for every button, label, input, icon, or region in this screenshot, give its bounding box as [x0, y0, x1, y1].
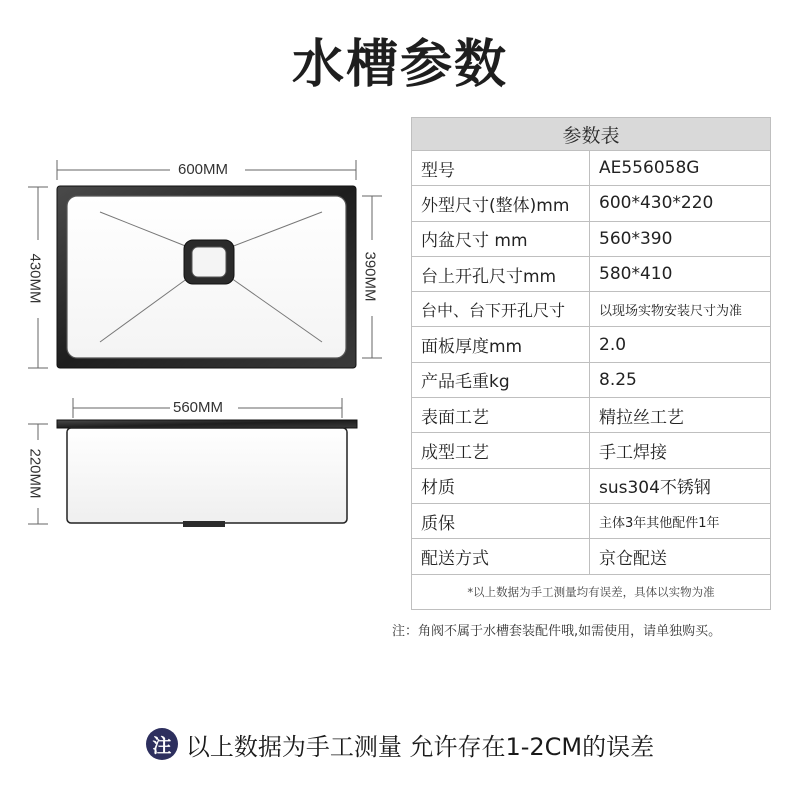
- table-row: [412, 504, 770, 539]
- label-430mm: 430MM: [27, 250, 44, 306]
- spec-table-header: 参数表: [412, 118, 770, 151]
- spec-value: 2.0: [599, 334, 627, 355]
- table-row: [412, 292, 770, 327]
- table-row: [412, 539, 770, 574]
- table-row: [412, 433, 770, 468]
- spec-value: 主体3年其他配件1年: [599, 515, 720, 531]
- spec-key: 面板厚度mm: [412, 327, 590, 361]
- spec-key: 内盆尺寸 mm: [412, 222, 590, 256]
- table-row: [412, 327, 770, 362]
- spec-value: sus304不锈钢: [599, 478, 711, 499]
- spec-key: 台中、台下开孔尺寸: [412, 292, 590, 326]
- spec-key: 配送方式: [412, 539, 590, 573]
- spec-table: [411, 117, 771, 610]
- table-row: [412, 398, 770, 433]
- spec-value: 8.25: [599, 369, 637, 390]
- spec-key: 材质: [412, 469, 590, 503]
- table-row: [412, 151, 770, 186]
- spec-key: 成型工艺: [412, 433, 590, 467]
- page-title: 水槽参数: [291, 35, 508, 95]
- spec-key: 外型尺寸(整体)mm: [412, 186, 590, 220]
- spec-table-footer: *以上数据为手工测量均有误差，具体以实物为准: [467, 584, 715, 599]
- label-220mm: 220MM: [27, 445, 44, 501]
- table-row: [412, 222, 770, 257]
- sink-side-flange: [57, 420, 357, 428]
- measurement-notice: [0, 722, 800, 766]
- spec-value: 以现场实物安装尺寸为准: [599, 303, 743, 319]
- notice-text: 以上数据为手工测量 允许存在1-2CM的误差: [185, 732, 655, 761]
- label-390mm: 390MM: [362, 248, 379, 304]
- label-600mm: 600MM: [175, 161, 231, 178]
- spec-value: 600*430*220: [599, 193, 714, 214]
- notice-badge: 注: [146, 728, 178, 760]
- table-row: [412, 257, 770, 292]
- sink-drawing: [0, 0, 400, 560]
- spec-key: 台上开孔尺寸mm: [412, 257, 590, 291]
- spec-value: 精拉丝工艺: [599, 407, 684, 428]
- spec-key: 质保: [412, 504, 590, 538]
- table-row: [412, 186, 770, 221]
- label-560mm: 560MM: [170, 399, 226, 416]
- table-row: [412, 469, 770, 504]
- spec-key: 型号: [412, 151, 590, 185]
- spec-value: 京仓配送: [599, 548, 667, 569]
- spec-key: 产品毛重kg: [412, 363, 590, 397]
- sink-side-body: [67, 428, 347, 523]
- spec-value: 560*390: [599, 228, 673, 249]
- spec-value: 手工焊接: [599, 443, 667, 464]
- spec-value: 580*410: [599, 264, 673, 285]
- spec-key: 表面工艺: [412, 398, 590, 432]
- spec-value: AE556058G: [599, 158, 700, 179]
- drain-inner: [192, 247, 226, 277]
- accessory-note: 注：角阀不属于水槽套装配件哦,如需使用，请单独购买。: [392, 624, 722, 639]
- table-row: [412, 363, 770, 398]
- sink-side-drain: [183, 521, 225, 527]
